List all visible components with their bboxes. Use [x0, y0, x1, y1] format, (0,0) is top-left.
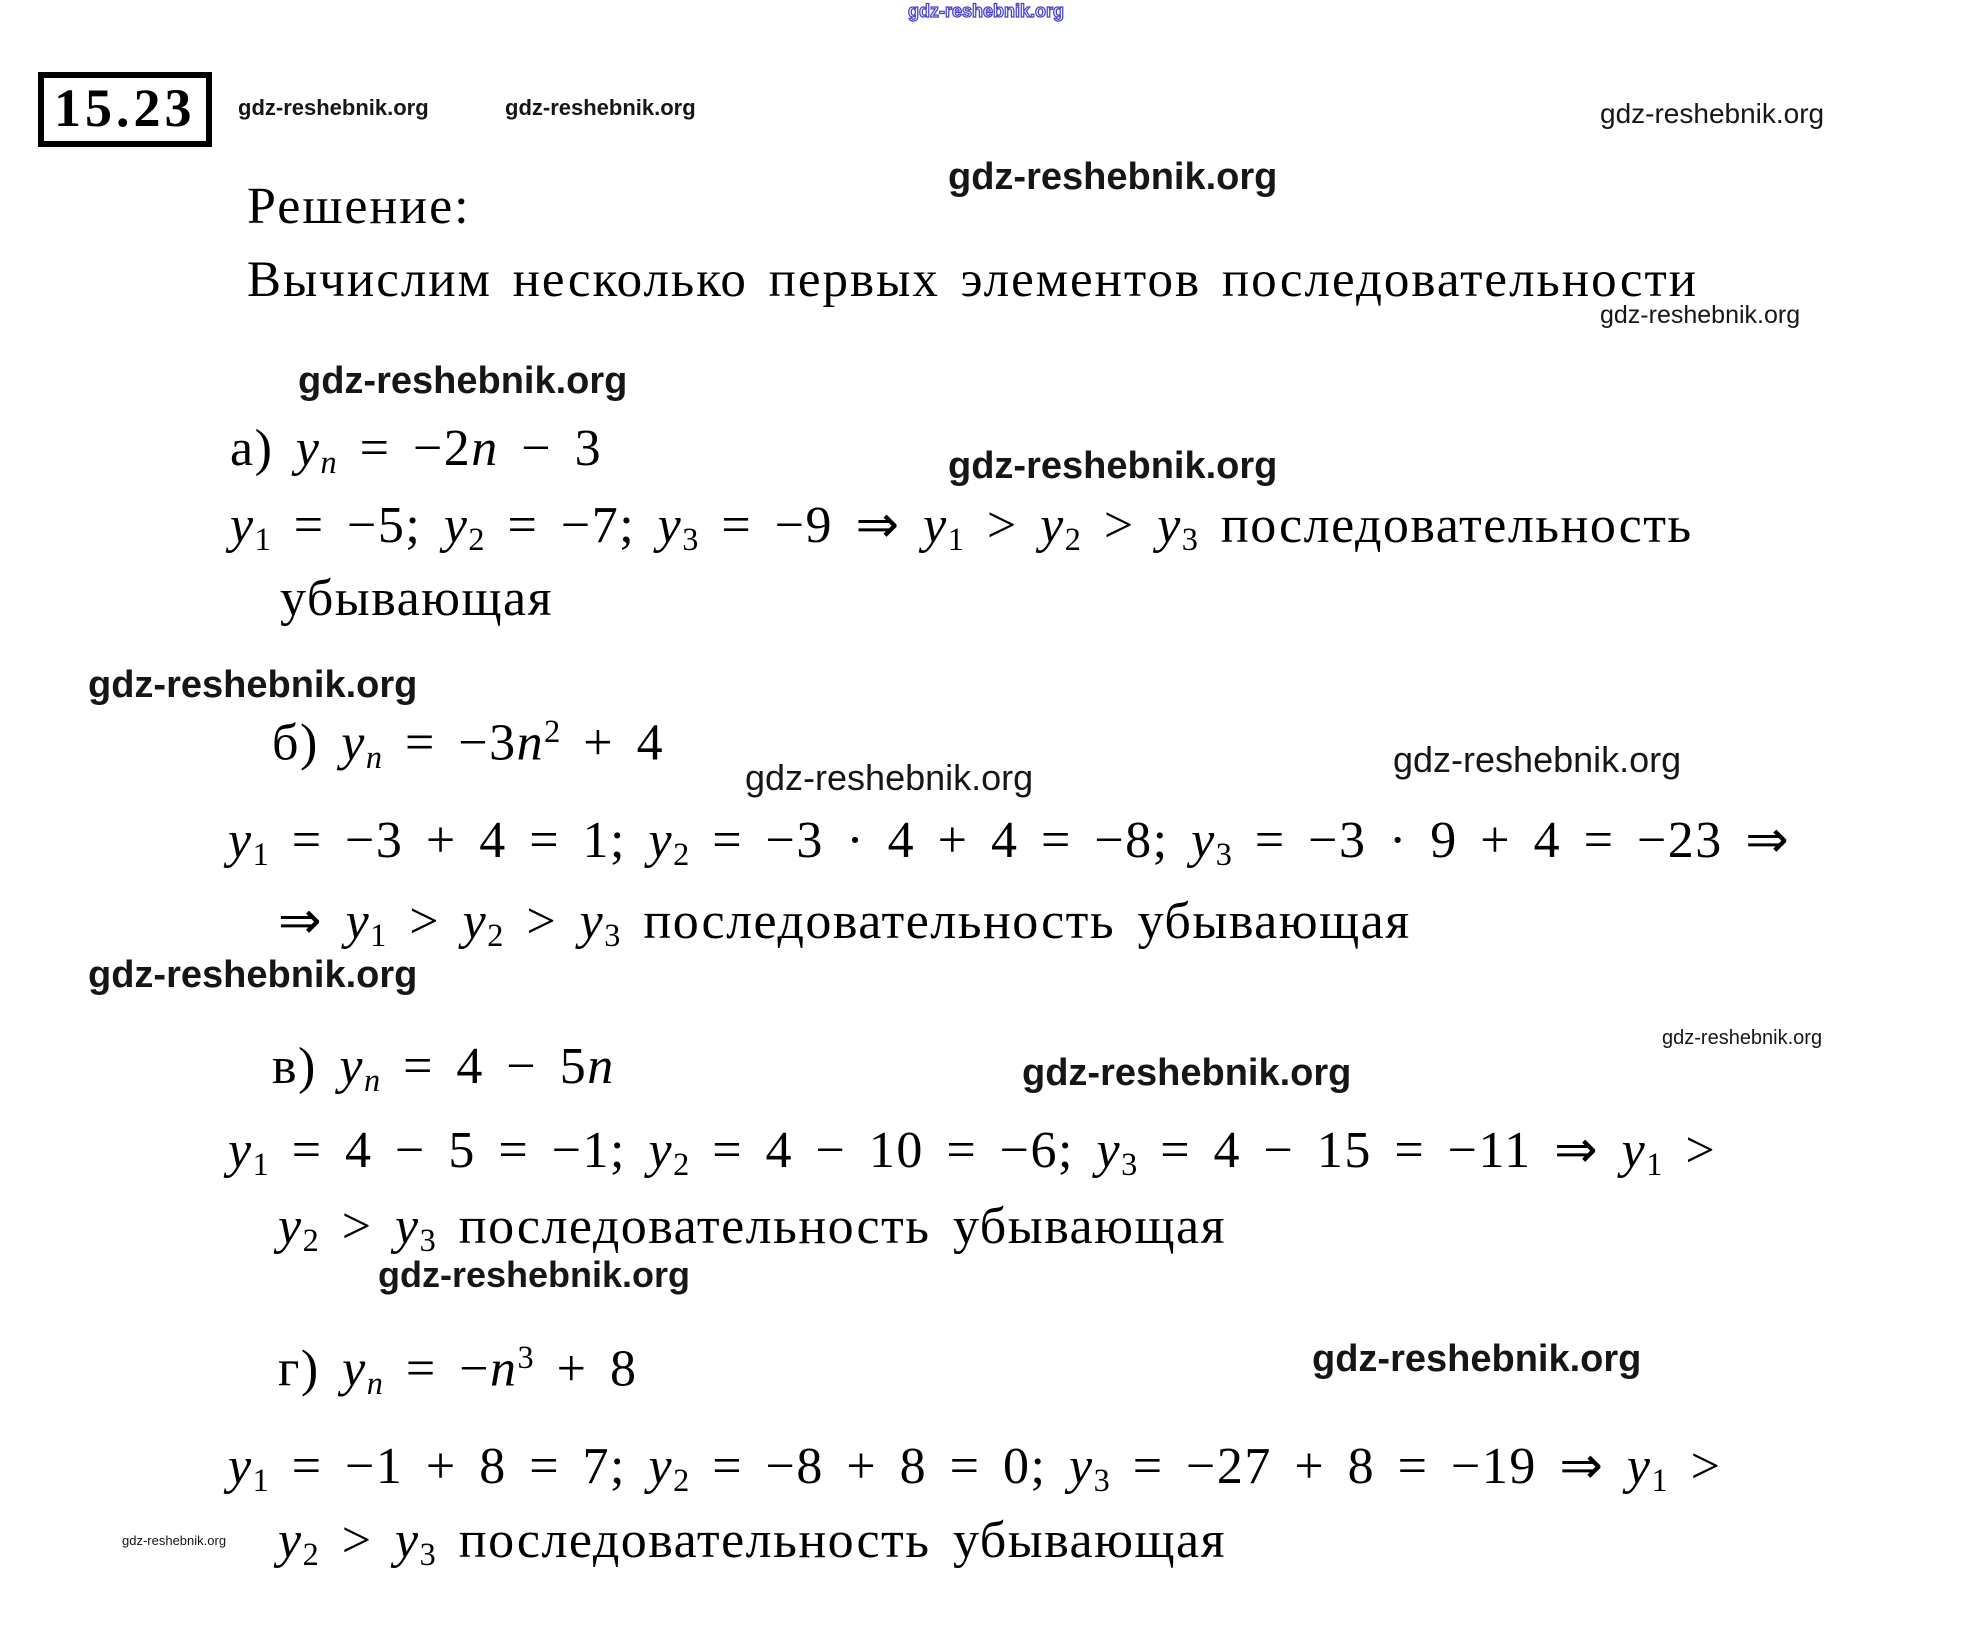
part-g-formula: г) $y_n = -n^3 + 8$: [278, 1339, 638, 1401]
part-v-tail: $y_2 > y_3$ последовательность убывающая: [278, 1198, 1227, 1259]
watermark-gdz-right-2: gdz-reshebnik.org: [1600, 301, 1801, 329]
problem-number-box: [38, 72, 212, 147]
part-b-calc: $y_1 = -3 + 4 = 1$; $y_2 = -3 \cdot 4 + 4 = -8$; $y_3 = -3 \cdot 9 + 4 = -23$ ⇒: [228, 812, 1791, 873]
watermark-gdz-bottom-left: gdz-reshebnik.org: [122, 1533, 227, 1548]
part-g-calc: $y_1 = -1 + 8 = 7$; $y_2 = -8 + 8 = 0$; $y_3 = -27 + 8 = -19$ ⇒ $y_1$ >: [228, 1438, 1722, 1499]
part-b-tail: ⇒ $y_1 > y_2 > y_3$ последовательность убывающая: [278, 893, 1411, 954]
solution-intro: Вычислим несколько первых элементов последовательности: [247, 252, 1699, 308]
watermark-gdz-part-v-left: gdz-reshebnik.org: [88, 954, 418, 996]
watermark-gdz-top-blue: gdz-reshebnik.org: [908, 1, 1065, 21]
watermark-gdz-header-right: gdz-reshebnik.org: [1600, 98, 1825, 129]
watermark-gdz-center-2: gdz-reshebnik.org: [948, 445, 1278, 487]
watermark-gdz-part-v-below: gdz-reshebnik.org: [378, 1254, 691, 1295]
part-a-tail: убывающая: [280, 570, 554, 627]
watermark-gdz-header-1: gdz-reshebnik.org: [238, 95, 429, 120]
part-v-formula: в) $y_n = 4 - 5n$: [272, 1038, 615, 1099]
part-a-calc: $y_1 = -5$; $y_2 = -7$; $y_3 = -9$ ⇒ $y_1 > y_2 > y_3$ последовательность: [230, 497, 1693, 558]
watermark-gdz-part-g-right: gdz-reshebnik.org: [1312, 1338, 1642, 1380]
watermark-gdz-header-2: gdz-reshebnik.org: [505, 95, 696, 120]
watermark-gdz-part-a: gdz-reshebnik.org: [298, 360, 628, 402]
part-v-calc: $y_1 = 4 - 5 = -1$; $y_2 = 4 - 10 = -6$; $y_3 = 4 - 15 = -11$ ⇒ $y_1$ >: [228, 1122, 1717, 1183]
watermark-gdz-part-v-right: gdz-reshebnik.org: [1662, 1027, 1823, 1049]
watermark-gdz-center-1: gdz-reshebnik.org: [948, 156, 1278, 198]
part-b-formula: б) $y_n = -3n^2 + 4$: [272, 713, 665, 775]
watermark-gdz-part-b-right: gdz-reshebnik.org: [1393, 739, 1682, 780]
solution-heading: Решение:: [247, 178, 471, 235]
part-a-formula: а) $y_n = -2n - 3$: [230, 420, 603, 481]
problem-number: 15.23: [54, 78, 196, 138]
watermark-gdz-part-v-mid: gdz-reshebnik.org: [1022, 1052, 1352, 1094]
watermark-gdz-part-b-left: gdz-reshebnik.org: [88, 664, 418, 706]
part-g-tail: $y_2 > y_3$ последовательность убывающая: [278, 1512, 1227, 1573]
watermark-gdz-part-b-mid: gdz-reshebnik.org: [745, 757, 1034, 798]
